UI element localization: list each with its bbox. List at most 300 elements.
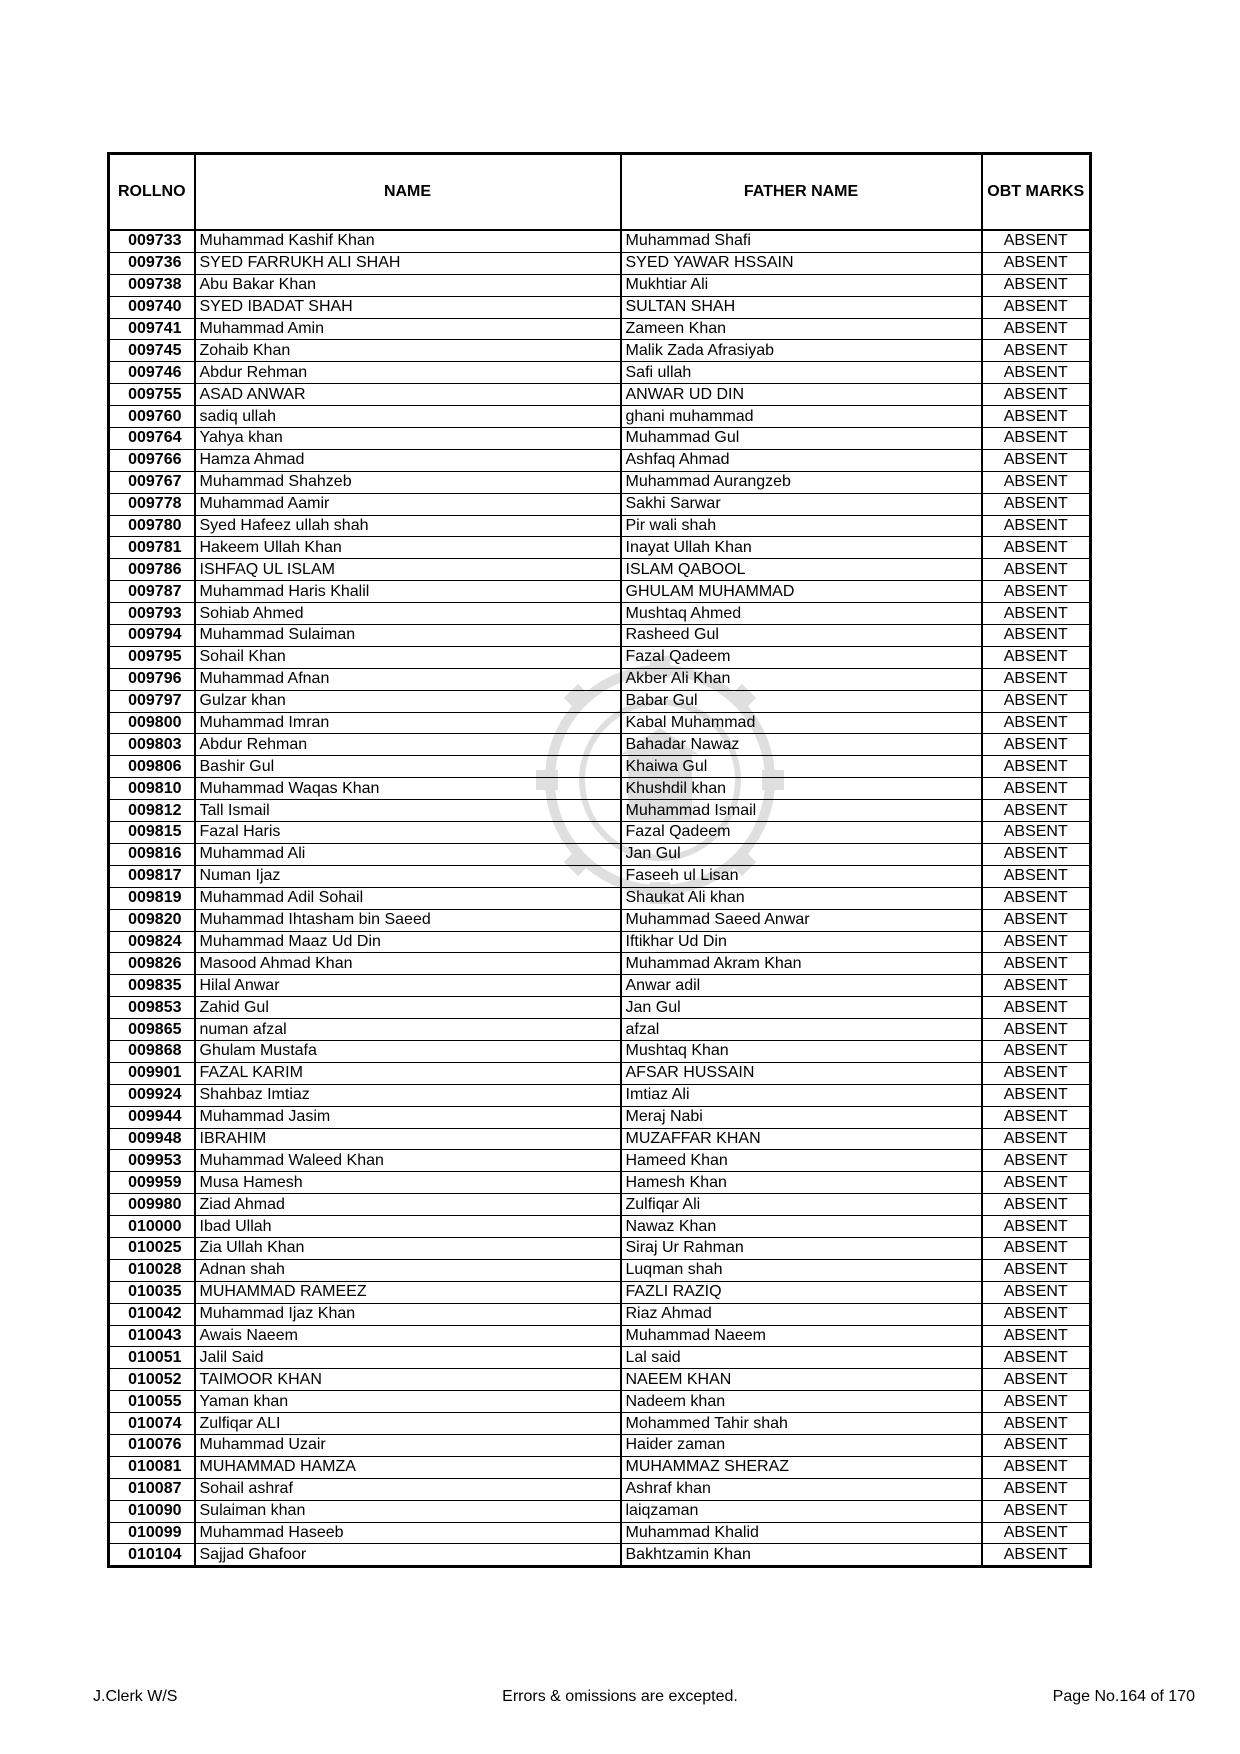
roll-number-cell: 010043: [109, 1325, 195, 1347]
name-cell: Fazal Haris: [195, 822, 621, 844]
roll-number-cell: 009794: [109, 625, 195, 647]
name-cell: Sulaiman khan: [195, 1500, 621, 1522]
father-name-cell: Muhammad Khalid: [621, 1522, 982, 1544]
table-row: [109, 1325, 1091, 1347]
father-name-cell: Lal said: [621, 1347, 982, 1369]
roll-number-cell: 010051: [109, 1347, 195, 1369]
table-row: [109, 603, 1091, 625]
name-cell: Bashir Gul: [195, 756, 621, 778]
roll-number-cell: 009819: [109, 887, 195, 909]
roll-number-cell: 009787: [109, 581, 195, 603]
father-name-cell: Mukhtiar Ali: [621, 274, 982, 296]
table-row: [109, 1040, 1091, 1062]
table-row: [109, 625, 1091, 647]
roll-number-cell: 009738: [109, 274, 195, 296]
father-name-cell: Bahadar Nawaz: [621, 734, 982, 756]
name-cell: MUHAMMAD HAMZA: [195, 1456, 621, 1478]
father-name-cell: FAZLI RAZIQ: [621, 1281, 982, 1303]
table-row: [109, 843, 1091, 865]
father-name-cell: Mushtaq Khan: [621, 1040, 982, 1062]
roll-number-cell: 009800: [109, 712, 195, 734]
table-row: [109, 1347, 1091, 1369]
obt-marks-cell: ABSENT: [982, 1216, 1091, 1238]
father-name-cell: Fazal Qadeem: [621, 822, 982, 844]
header-rollno: ROLLNO: [109, 154, 195, 231]
roll-number-cell: 009793: [109, 603, 195, 625]
name-cell: Syed Hafeez ullah shah: [195, 515, 621, 537]
table-row: [109, 1303, 1091, 1325]
father-name-cell: Haider zaman: [621, 1434, 982, 1456]
obt-marks-cell: ABSENT: [982, 1434, 1091, 1456]
name-cell: Adnan shah: [195, 1259, 621, 1281]
roll-number-cell: 009815: [109, 822, 195, 844]
obt-marks-cell: ABSENT: [982, 1413, 1091, 1435]
table-row: [109, 296, 1091, 318]
obt-marks-cell: ABSENT: [982, 449, 1091, 471]
table-row: [109, 865, 1091, 887]
name-cell: Abu Bakar Khan: [195, 274, 621, 296]
header-father-name: FATHER NAME: [621, 154, 982, 231]
father-name-cell: Muhammad Naeem: [621, 1325, 982, 1347]
table-row: [109, 340, 1091, 362]
name-cell: Muhammad Haseeb: [195, 1522, 621, 1544]
table-row: [109, 909, 1091, 931]
table-row: [109, 1216, 1091, 1238]
table-row: [109, 318, 1091, 340]
table-row: [109, 1084, 1091, 1106]
father-name-cell: Hamesh Khan: [621, 1172, 982, 1194]
father-name-cell: Ashfaq Ahmad: [621, 449, 982, 471]
father-name-cell: Anwar adil: [621, 975, 982, 997]
obt-marks-cell: ABSENT: [982, 362, 1091, 384]
roll-number-cell: 009755: [109, 384, 195, 406]
table-row: [109, 559, 1091, 581]
table-row: [109, 931, 1091, 953]
name-cell: Zulfiqar ALI: [195, 1413, 621, 1435]
father-name-cell: Mohammed Tahir shah: [621, 1413, 982, 1435]
table-row: [109, 668, 1091, 690]
header-row: [109, 154, 1091, 231]
name-cell: MUHAMMAD RAMEEZ: [195, 1281, 621, 1303]
table-row: [109, 822, 1091, 844]
name-cell: Shahbaz Imtiaz: [195, 1084, 621, 1106]
obt-marks-cell: ABSENT: [982, 1456, 1091, 1478]
father-name-cell: Iftikhar Ud Din: [621, 931, 982, 953]
father-name-cell: Kabal Muhammad: [621, 712, 982, 734]
obt-marks-cell: ABSENT: [982, 931, 1091, 953]
name-cell: Tall Ismail: [195, 800, 621, 822]
obt-marks-cell: ABSENT: [982, 252, 1091, 274]
father-name-cell: Muhammad Saeed Anwar: [621, 909, 982, 931]
obt-marks-cell: ABSENT: [982, 997, 1091, 1019]
table-row: [109, 1062, 1091, 1084]
roll-number-cell: 009944: [109, 1106, 195, 1128]
name-cell: Gulzar khan: [195, 690, 621, 712]
obt-marks-cell: ABSENT: [982, 581, 1091, 603]
name-cell: Muhammad Aamir: [195, 493, 621, 515]
obt-marks-cell: ABSENT: [982, 1500, 1091, 1522]
table-row: [109, 1128, 1091, 1150]
obt-marks-cell: ABSENT: [982, 1281, 1091, 1303]
name-cell: Masood Ahmad Khan: [195, 953, 621, 975]
name-cell: Muhammad Imran: [195, 712, 621, 734]
obt-marks-cell: ABSENT: [982, 778, 1091, 800]
name-cell: numan afzal: [195, 1019, 621, 1041]
obt-marks-cell: ABSENT: [982, 1325, 1091, 1347]
name-cell: Zohaib Khan: [195, 340, 621, 362]
father-name-cell: Mushtaq Ahmed: [621, 603, 982, 625]
father-name-cell: Akber Ali Khan: [621, 668, 982, 690]
obt-marks-cell: ABSENT: [982, 1347, 1091, 1369]
obt-marks-cell: ABSENT: [982, 428, 1091, 450]
obt-marks-cell: ABSENT: [982, 734, 1091, 756]
name-cell: SYED FARRUKH ALI SHAH: [195, 252, 621, 274]
roll-number-cell: 010087: [109, 1478, 195, 1500]
father-name-cell: Fazal Qadeem: [621, 646, 982, 668]
obt-marks-cell: ABSENT: [982, 406, 1091, 428]
table-row: [109, 975, 1091, 997]
obt-marks-cell: ABSENT: [982, 1084, 1091, 1106]
roll-number-cell: 009865: [109, 1019, 195, 1041]
father-name-cell: Muhammad Aurangzeb: [621, 471, 982, 493]
roll-number-cell: 009781: [109, 537, 195, 559]
father-name-cell: Pir wali shah: [621, 515, 982, 537]
obt-marks-cell: ABSENT: [982, 1259, 1091, 1281]
father-name-cell: ANWAR UD DIN: [621, 384, 982, 406]
name-cell: Muhammad Uzair: [195, 1434, 621, 1456]
father-name-cell: Muhammad Gul: [621, 428, 982, 450]
father-name-cell: Muhammad Shafi: [621, 230, 982, 252]
name-cell: Numan Ijaz: [195, 865, 621, 887]
table-row: [109, 230, 1091, 252]
roll-number-cell: 010104: [109, 1544, 195, 1567]
name-cell: Abdur Rehman: [195, 734, 621, 756]
father-name-cell: Muhammad Ismail: [621, 800, 982, 822]
obt-marks-cell: ABSENT: [982, 1150, 1091, 1172]
father-name-cell: Shaukat Ali khan: [621, 887, 982, 909]
roll-number-cell: 010081: [109, 1456, 195, 1478]
roll-number-cell: 009953: [109, 1150, 195, 1172]
table-row: [109, 800, 1091, 822]
roll-number-cell: 009736: [109, 252, 195, 274]
table-row: [109, 712, 1091, 734]
name-cell: ASAD ANWAR: [195, 384, 621, 406]
obt-marks-cell: ABSENT: [982, 230, 1091, 252]
obt-marks-cell: ABSENT: [982, 1303, 1091, 1325]
name-cell: Muhammad Maaz Ud Din: [195, 931, 621, 953]
obt-marks-cell: ABSENT: [982, 1237, 1091, 1259]
table-row: [109, 778, 1091, 800]
table-row: [109, 252, 1091, 274]
name-cell: Yahya khan: [195, 428, 621, 450]
table-row: [109, 384, 1091, 406]
roll-number-cell: 009835: [109, 975, 195, 997]
name-cell: Abdur Rehman: [195, 362, 621, 384]
roll-number-cell: 009778: [109, 493, 195, 515]
obt-marks-cell: ABSENT: [982, 712, 1091, 734]
father-name-cell: Sakhi Sarwar: [621, 493, 982, 515]
table-row: [109, 1434, 1091, 1456]
name-cell: Hilal Anwar: [195, 975, 621, 997]
obt-marks-cell: ABSENT: [982, 318, 1091, 340]
roll-number-cell: 009810: [109, 778, 195, 800]
table-row: [109, 1194, 1091, 1216]
footer-disclaimer: Errors & omissions are excepted.: [502, 1688, 738, 1705]
roll-number-cell: 009816: [109, 843, 195, 865]
table-row: [109, 1500, 1091, 1522]
obt-marks-cell: ABSENT: [982, 822, 1091, 844]
name-cell: Sohail Khan: [195, 646, 621, 668]
obt-marks-cell: ABSENT: [982, 296, 1091, 318]
father-name-cell: ISLAM QABOOL: [621, 559, 982, 581]
obt-marks-cell: ABSENT: [982, 909, 1091, 931]
father-name-cell: Riaz Ahmad: [621, 1303, 982, 1325]
header-name: NAME: [195, 154, 621, 231]
roll-number-cell: 009820: [109, 909, 195, 931]
father-name-cell: Jan Gul: [621, 843, 982, 865]
table-row: [109, 581, 1091, 603]
table-row: [109, 406, 1091, 428]
obt-marks-cell: ABSENT: [982, 537, 1091, 559]
roll-number-cell: 009826: [109, 953, 195, 975]
table-row: [109, 362, 1091, 384]
name-cell: Sajjad Ghafoor: [195, 1544, 621, 1567]
name-cell: ISHFAQ UL ISLAM: [195, 559, 621, 581]
roll-number-cell: 009812: [109, 800, 195, 822]
father-name-cell: Luqman shah: [621, 1259, 982, 1281]
name-cell: Yaman khan: [195, 1391, 621, 1413]
table-row: [109, 493, 1091, 515]
roll-number-cell: 009806: [109, 756, 195, 778]
roll-number-cell: 009797: [109, 690, 195, 712]
name-cell: Muhammad Sulaiman: [195, 625, 621, 647]
name-cell: Ibad Ullah: [195, 1216, 621, 1238]
roll-number-cell: 009824: [109, 931, 195, 953]
obt-marks-cell: ABSENT: [982, 274, 1091, 296]
table-row: [109, 1522, 1091, 1544]
father-name-cell: Safi ullah: [621, 362, 982, 384]
table-row: [109, 449, 1091, 471]
roll-number-cell: 009795: [109, 646, 195, 668]
roll-number-cell: 010055: [109, 1391, 195, 1413]
roll-number-cell: 010090: [109, 1500, 195, 1522]
name-cell: FAZAL KARIM: [195, 1062, 621, 1084]
name-cell: Awais Naeem: [195, 1325, 621, 1347]
name-cell: Ziad Ahmad: [195, 1194, 621, 1216]
footer-page-number: Page No.164 of 170: [1052, 1688, 1195, 1705]
obt-marks-cell: ABSENT: [982, 668, 1091, 690]
father-name-cell: MUZAFFAR KHAN: [621, 1128, 982, 1150]
name-cell: Muhammad Waleed Khan: [195, 1150, 621, 1172]
table-row: [109, 1106, 1091, 1128]
roll-number-cell: 009741: [109, 318, 195, 340]
table-row: [109, 1172, 1091, 1194]
name-cell: SYED IBADAT SHAH: [195, 296, 621, 318]
name-cell: TAIMOOR KHAN: [195, 1369, 621, 1391]
obt-marks-cell: ABSENT: [982, 865, 1091, 887]
father-name-cell: Faseeh ul Lisan: [621, 865, 982, 887]
name-cell: IBRAHIM: [195, 1128, 621, 1150]
name-cell: sadiq ullah: [195, 406, 621, 428]
table-row: [109, 274, 1091, 296]
table-row: [109, 1544, 1091, 1567]
roll-number-cell: 009901: [109, 1062, 195, 1084]
obt-marks-cell: ABSENT: [982, 756, 1091, 778]
roll-number-cell: 009760: [109, 406, 195, 428]
table-row: [109, 1391, 1091, 1413]
obt-marks-cell: ABSENT: [982, 1391, 1091, 1413]
obt-marks-cell: ABSENT: [982, 471, 1091, 493]
table-row: [109, 1237, 1091, 1259]
father-name-cell: Nawaz Khan: [621, 1216, 982, 1238]
roll-number-cell: 009745: [109, 340, 195, 362]
table-row: [109, 734, 1091, 756]
name-cell: Muhammad Haris Khalil: [195, 581, 621, 603]
table-row: [109, 428, 1091, 450]
name-cell: Muhammad Jasim: [195, 1106, 621, 1128]
father-name-cell: Inayat Ullah Khan: [621, 537, 982, 559]
father-name-cell: Zulfiqar Ali: [621, 1194, 982, 1216]
obt-marks-cell: ABSENT: [982, 1522, 1091, 1544]
father-name-cell: laiqzaman: [621, 1500, 982, 1522]
father-name-cell: Malik Zada Afrasiyab: [621, 340, 982, 362]
name-cell: Sohiab Ahmed: [195, 603, 621, 625]
obt-marks-cell: ABSENT: [982, 1040, 1091, 1062]
table-row: [109, 1456, 1091, 1478]
roll-number-cell: 010074: [109, 1413, 195, 1435]
name-cell: Sohail ashraf: [195, 1478, 621, 1500]
obt-marks-cell: ABSENT: [982, 646, 1091, 668]
name-cell: Ghulam Mustafa: [195, 1040, 621, 1062]
name-cell: Hamza Ahmad: [195, 449, 621, 471]
roll-number-cell: 009740: [109, 296, 195, 318]
table-row: [109, 537, 1091, 559]
name-cell: Jalil Said: [195, 1347, 621, 1369]
roll-number-cell: 010099: [109, 1522, 195, 1544]
table-row: [109, 1478, 1091, 1500]
obt-marks-cell: ABSENT: [982, 340, 1091, 362]
name-cell: Muhammad Waqas Khan: [195, 778, 621, 800]
roll-number-cell: 009767: [109, 471, 195, 493]
father-name-cell: Muhammad Akram Khan: [621, 953, 982, 975]
father-name-cell: NAEEM KHAN: [621, 1369, 982, 1391]
name-cell: Muhammad Adil Sohail: [195, 887, 621, 909]
roll-number-cell: 009766: [109, 449, 195, 471]
roll-number-cell: 009853: [109, 997, 195, 1019]
footer-clerk: J.Clerk W/S: [93, 1688, 178, 1705]
table-row: [109, 690, 1091, 712]
name-cell: Musa Hamesh: [195, 1172, 621, 1194]
table-row: [109, 997, 1091, 1019]
table-row: [109, 1369, 1091, 1391]
father-name-cell: AFSAR HUSSAIN: [621, 1062, 982, 1084]
roll-number-cell: 009786: [109, 559, 195, 581]
results-table: [107, 152, 1092, 1568]
roll-number-cell: 010076: [109, 1434, 195, 1456]
name-cell: Muhammad Ali: [195, 843, 621, 865]
name-cell: Muhammad Ihtasham bin Saeed: [195, 909, 621, 931]
table-row: [109, 1413, 1091, 1435]
roll-number-cell: 009924: [109, 1084, 195, 1106]
table-row: [109, 515, 1091, 537]
roll-number-cell: 010025: [109, 1237, 195, 1259]
table-row: [109, 1259, 1091, 1281]
name-cell: Zahid Gul: [195, 997, 621, 1019]
father-name-cell: Siraj Ur Rahman: [621, 1237, 982, 1259]
obt-marks-cell: ABSENT: [982, 690, 1091, 712]
obt-marks-cell: ABSENT: [982, 493, 1091, 515]
father-name-cell: Zameen Khan: [621, 318, 982, 340]
table-row: [109, 756, 1091, 778]
roll-number-cell: 009803: [109, 734, 195, 756]
obt-marks-cell: ABSENT: [982, 1128, 1091, 1150]
obt-marks-cell: ABSENT: [982, 975, 1091, 997]
obt-marks-cell: ABSENT: [982, 515, 1091, 537]
name-cell: Zia Ullah Khan: [195, 1237, 621, 1259]
obt-marks-cell: ABSENT: [982, 559, 1091, 581]
roll-number-cell: 009764: [109, 428, 195, 450]
name-cell: Hakeem Ullah Khan: [195, 537, 621, 559]
obt-marks-cell: ABSENT: [982, 1106, 1091, 1128]
obt-marks-cell: ABSENT: [982, 1172, 1091, 1194]
roll-number-cell: 009746: [109, 362, 195, 384]
table-row: [109, 471, 1091, 493]
roll-number-cell: 009796: [109, 668, 195, 690]
name-cell: Muhammad Amin: [195, 318, 621, 340]
obt-marks-cell: ABSENT: [982, 625, 1091, 647]
table-body: [109, 230, 1091, 1567]
father-name-cell: ghani muhammad: [621, 406, 982, 428]
father-name-cell: Khaiwa Gul: [621, 756, 982, 778]
name-cell: Muhammad Afnan: [195, 668, 621, 690]
obt-marks-cell: ABSENT: [982, 603, 1091, 625]
obt-marks-cell: ABSENT: [982, 384, 1091, 406]
roll-number-cell: 009733: [109, 230, 195, 252]
father-name-cell: Hameed Khan: [621, 1150, 982, 1172]
roll-number-cell: 009868: [109, 1040, 195, 1062]
table-row: [109, 1019, 1091, 1041]
roll-number-cell: 010035: [109, 1281, 195, 1303]
father-name-cell: GHULAM MUHAMMAD: [621, 581, 982, 603]
obt-marks-cell: ABSENT: [982, 843, 1091, 865]
father-name-cell: Nadeem khan: [621, 1391, 982, 1413]
obt-marks-cell: ABSENT: [982, 887, 1091, 909]
name-cell: Muhammad Ijaz Khan: [195, 1303, 621, 1325]
obt-marks-cell: ABSENT: [982, 1544, 1091, 1567]
father-name-cell: Jan Gul: [621, 997, 982, 1019]
father-name-cell: MUHAMMAZ SHERAZ: [621, 1456, 982, 1478]
roll-number-cell: 009817: [109, 865, 195, 887]
roll-number-cell: 010052: [109, 1369, 195, 1391]
father-name-cell: afzal: [621, 1019, 982, 1041]
father-name-cell: Babar Gul: [621, 690, 982, 712]
table-row: [109, 953, 1091, 975]
obt-marks-cell: ABSENT: [982, 1019, 1091, 1041]
obt-marks-cell: ABSENT: [982, 1478, 1091, 1500]
roll-number-cell: 009980: [109, 1194, 195, 1216]
obt-marks-cell: ABSENT: [982, 1194, 1091, 1216]
obt-marks-cell: ABSENT: [982, 1062, 1091, 1084]
table-row: [109, 1281, 1091, 1303]
roll-number-cell: 010000: [109, 1216, 195, 1238]
roll-number-cell: 009780: [109, 515, 195, 537]
roll-number-cell: 009948: [109, 1128, 195, 1150]
father-name-cell: Khushdil khan: [621, 778, 982, 800]
name-cell: Muhammad Shahzeb: [195, 471, 621, 493]
father-name-cell: Ashraf khan: [621, 1478, 982, 1500]
father-name-cell: SULTAN SHAH: [621, 296, 982, 318]
father-name-cell: Meraj Nabi: [621, 1106, 982, 1128]
